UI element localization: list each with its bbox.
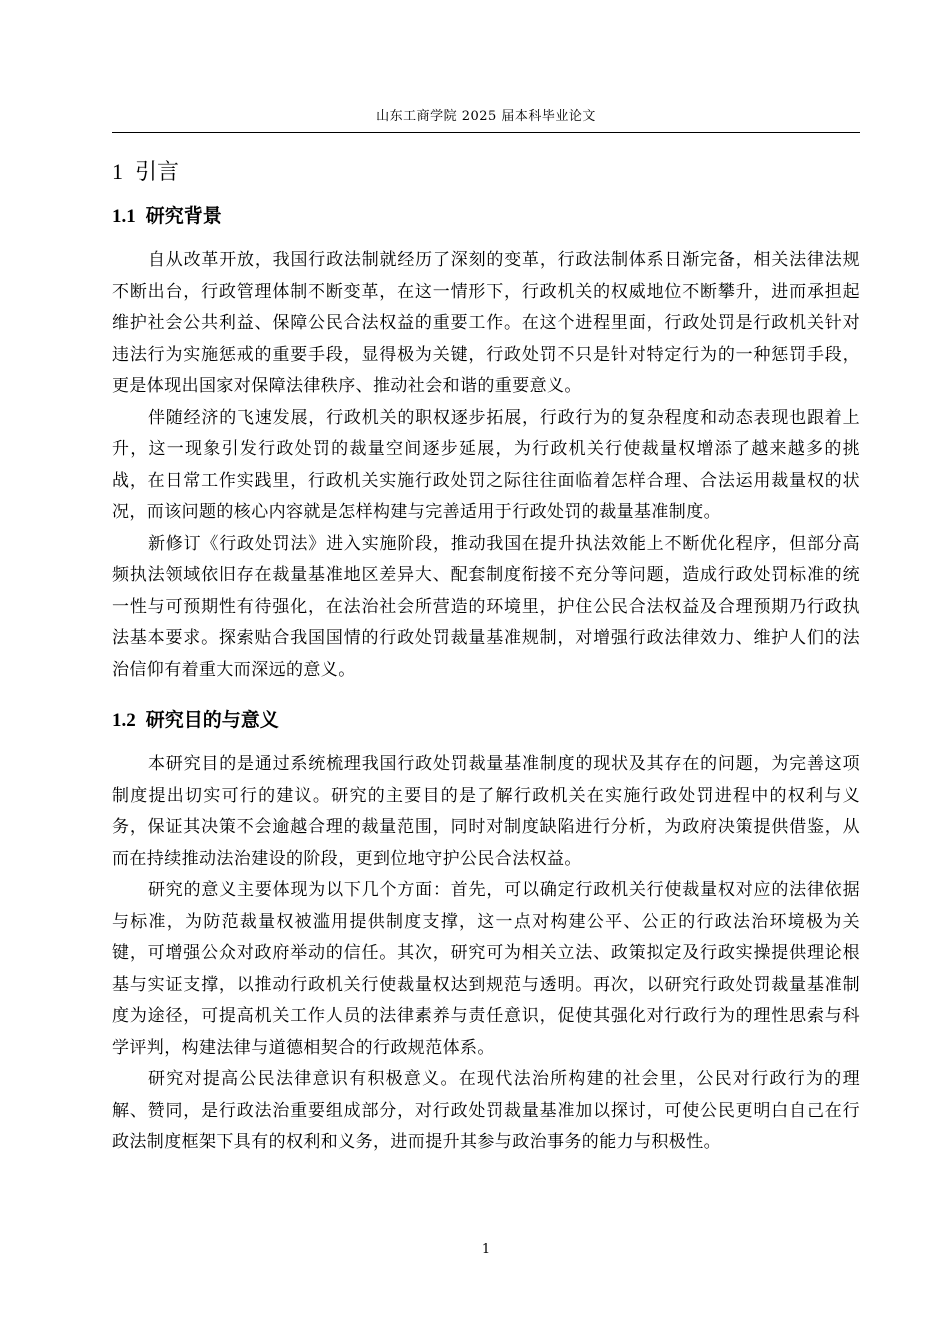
section-title-text: 研究目的与意义: [145, 709, 279, 731]
paragraph: 研究对提高公民法律意识有积极意义。在现代法治所构建的社会里，公民对行政行为的理解、赞同，是行政法治重要组成部分，对行政处罚裁量基准加以探讨，可使公民更明白自己在行政法制度框架下具有的权利和义务，进而提升其参与政治事务的能力与积极性。: [112, 1069, 860, 1152]
section-title-background: [112, 196, 860, 236]
page-number: 1: [481, 1242, 491, 1257]
paragraph: 自从改革开放，我国行政法制就经历了深刻的变革，行政法制体系日渐完备，相关法律法规不断出台，行政管理体制不断变革，在这一情形下，行政机关的权威地位不断攀升，进而承担起维护社会公共利益、保障公民合法权益的重要工作。在这个进程里面，行政处罚是行政机关针对违法行为实施惩戒的重要手段，显得极为关键，行政处罚不只是针对特定行为的一种惩罚手段，更是体现出国家对保障法律秩序、推动社会和谐的重要意义。: [112, 250, 860, 396]
running-header: 山东工商学院 2025 届本科毕业论文: [376, 109, 596, 124]
section-number: 1.2: [112, 710, 136, 731]
chapter-number: 1: [112, 159, 123, 184]
chapter-title-text: 引言: [135, 160, 180, 185]
paragraph: 研究的意义主要体现为以下几个方面：首先，可以确定行政机关行使裁量权对应的法律依据与标准，为防范裁量权被滥用提供制度支撑，这一点对构建公平、公正的行政法治环境极为关键，可增强公众对政府举动的信任。其次，研究可为相关立法、政策拟定及行政实操提供理论根基与实证支撑，以推动行政机关行使裁量权达到规范与透明。再次，以研究行政处罚裁量基准制度为途径，可提高机关工作人员的法律素养与责任意识，促使其强化对行政行为的理性思索与科学评判，构建法律与道德相契合的行政规范体系。: [112, 880, 860, 1058]
page-content: [112, 148, 860, 1159]
paragraph: 本研究目的是通过系统梳理我国行政处罚裁量基准制度的现状及其存在的问题，为完善这项制度提出切实可行的建议。研究的主要目的是了解行政机关在实施行政处罚进程中的权利与义务，保证其决策不会逾越合理的裁量范围，同时对制度缺陷进行分析，为政府决策提供借鉴，从而在持续推动法治建设的阶段，更到位地守护公民合法权益。: [112, 754, 860, 869]
paragraph: 伴随经济的飞速发展，行政机关的职权逐步拓展，行政行为的复杂程度和动态表现也跟着上升，这一现象引发行政处罚的裁量空间逐步延展，为行政机关行使裁量权增添了越来越多的挑战，在日常工作实践里，行政机关实施行政处罚之际往往面临着怎样合理、合法运用裁量权的状况，而该问题的核心内容就是怎样构建与完善适用于行政处罚的裁量基准制度。: [112, 407, 860, 522]
section-number: 1.1: [112, 206, 136, 227]
chapter-title: [112, 148, 860, 196]
paragraph: 新修订《行政处罚法》进入实施阶段，推动我国在提升执法效能上不断优化程序，但部分高频执法领域依旧存在裁量基准地区差异大、配套制度衔接不充分等问题，造成行政处罚标准的统一性与可预期性有待强化，在法治社会所营造的环境里，护住公民合法权益及合理预期乃行政执法基本要求。探索贴合我国国情的行政处罚裁量基准规制，对增强行政法律效力、维护人们的法治信仰有着重大而深远的意义。: [112, 533, 860, 680]
section-title-purpose: [112, 700, 860, 740]
header-rule: [112, 132, 860, 133]
section-title-text: 研究背景: [145, 205, 222, 227]
